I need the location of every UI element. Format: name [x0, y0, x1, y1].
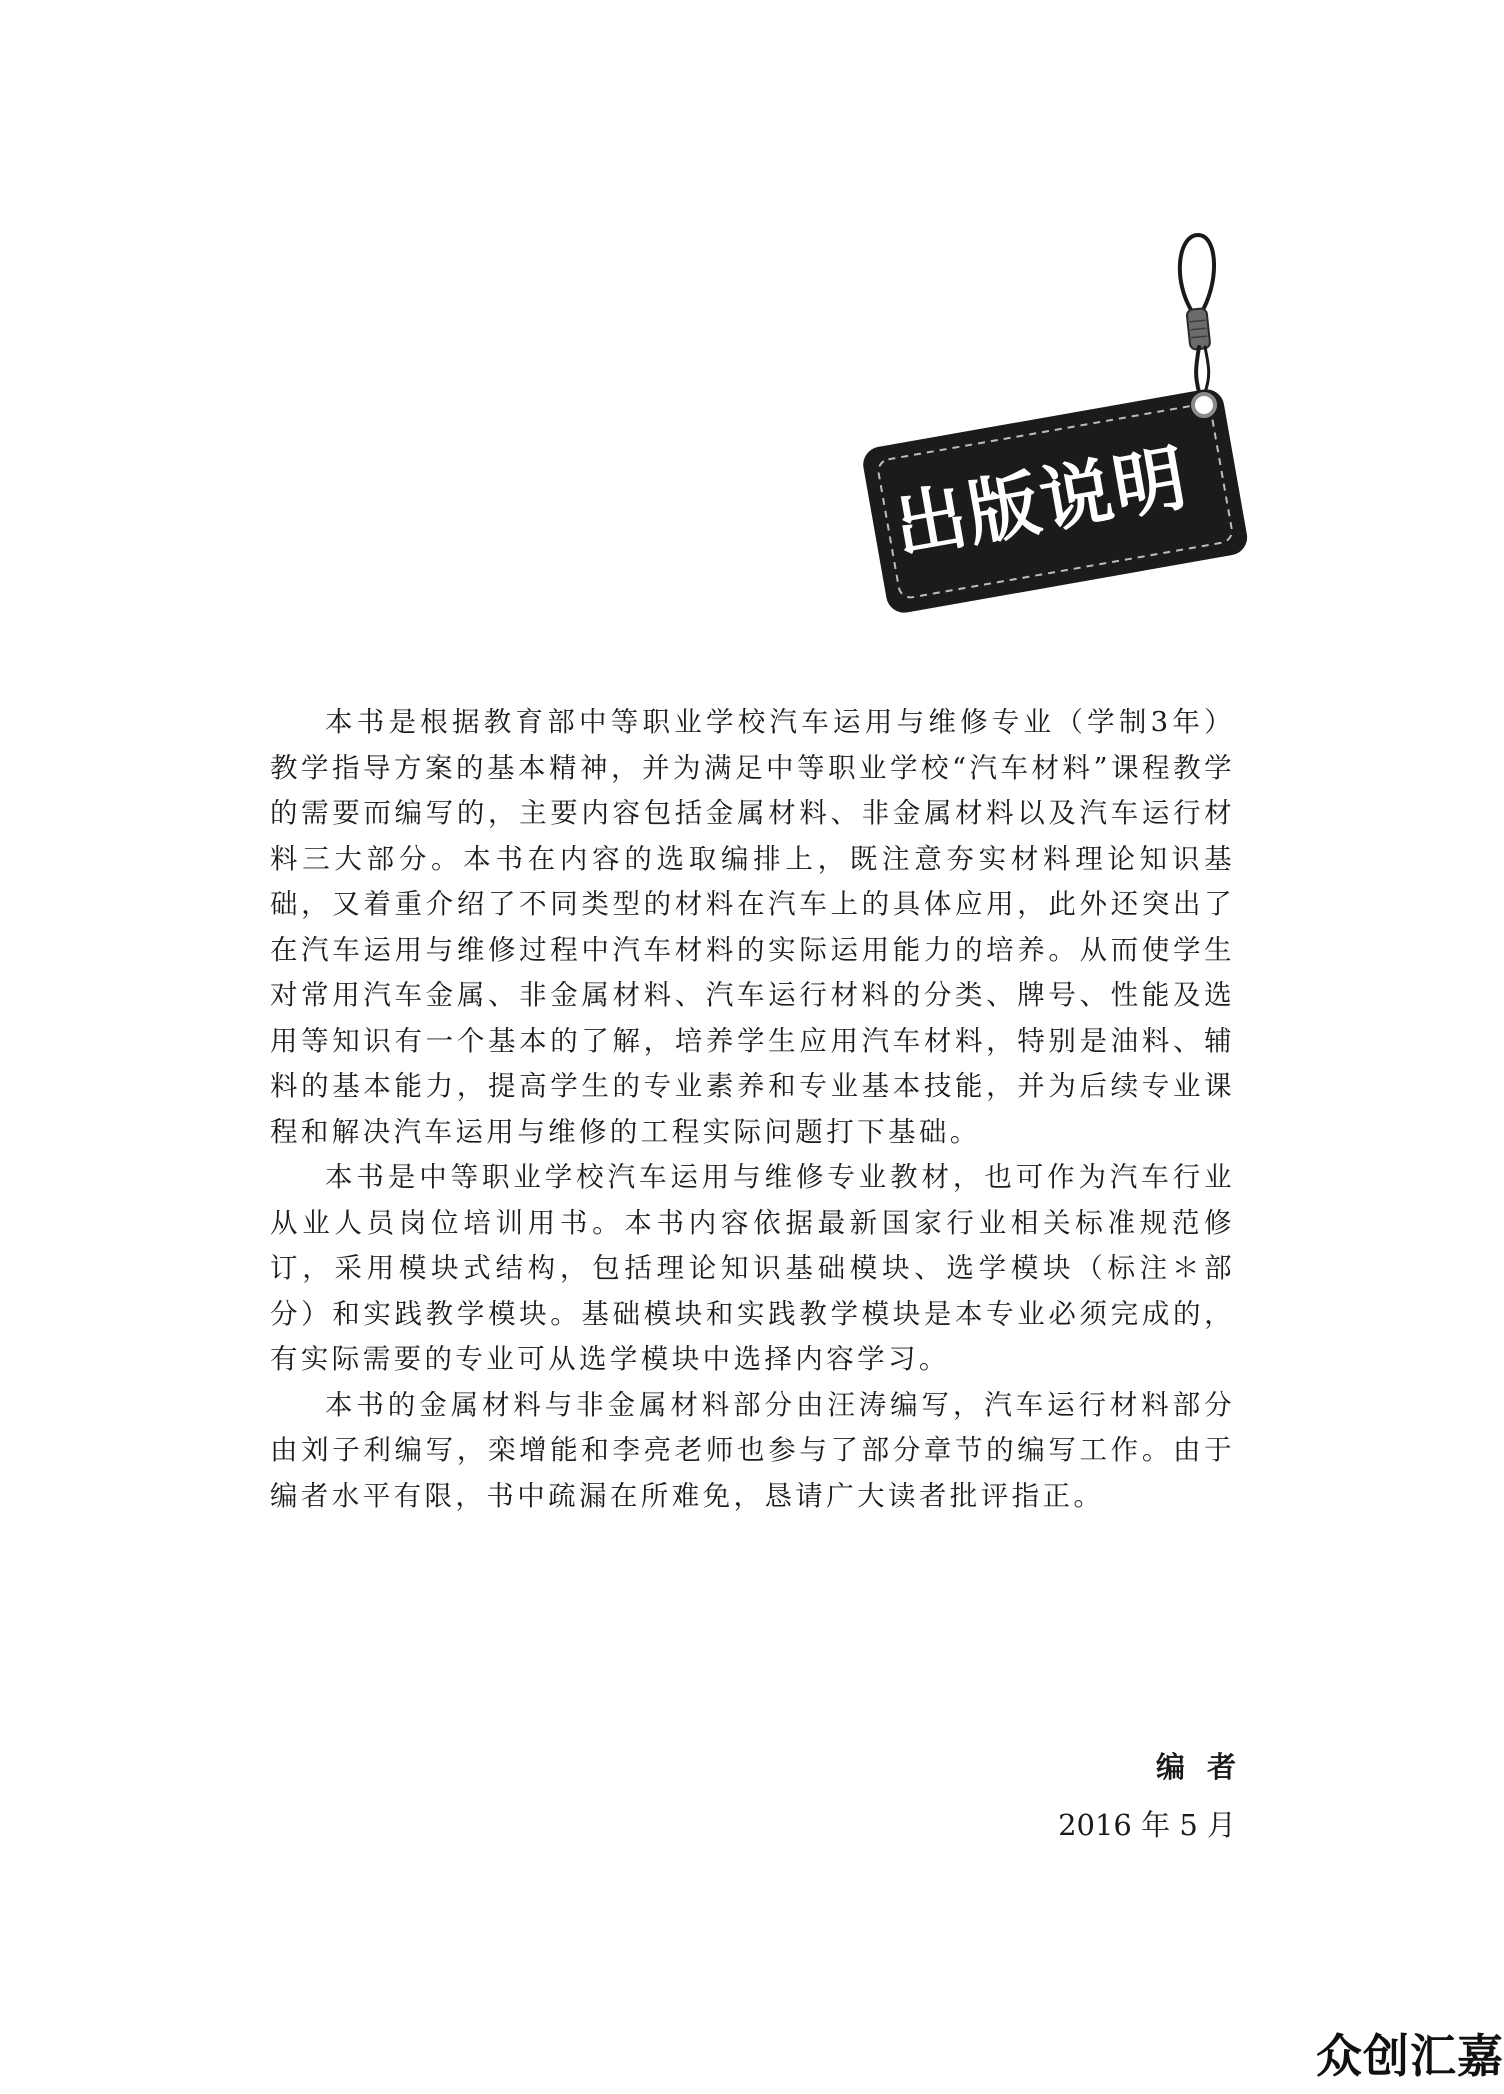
watermark-logo: 众创汇嘉 [1316, 2029, 1504, 2083]
paragraph-2: 本书是中等职业学校汽车运用与维修专业教材，也可作为汽车行业从业人员岗位培训用书。本书内容依据最新国家行业相关标准规范修订，采用模块式结构，包括理论知识基础模块、选学模块（标注＊部分）和实践教学模块。基础模块和实践教学模块是本专业必须完成的，有实际需要的专业可从选学模块中选择内容学习。 [270, 1161, 1235, 1375]
author-label: 编者 [1155, 1750, 1258, 1784]
page-title: 出版说明 [887, 434, 1195, 570]
preface-body [270, 700, 1235, 1519]
paragraph-1: 本书是根据教育部中等职业学校汽车运用与维修专业（学制3年）教学指导方案的基本精神，并为满足中等职业学校“汽车材料”课程教学的需要而编写的，主要内容包括金属材料、非金属材料以及汽车运行材料三大部分。本书在内容的选取编排上，既注意夯实材料理论知识基础，又着重介绍了不同类型的材料在汽车上的具体应用，此外还突出了在汽车运用与维修过程中汽车材料的实际运用能力的培养。从而使学生对常用汽车金属、非金属材料、汽车运行材料的分类、牌号、性能及选用等知识有一个基本的了解，培养学生应用汽车材料，特别是油料、辅料的基本能力，提高学生的专业素养和专业基本技能，并为后续专业课程和解决汽车运用与维修的工程实际问题打下基础。 [270, 706, 1235, 1148]
tag-cord [1196, 347, 1200, 395]
tag-cord-loop [1180, 235, 1214, 315]
paragraph-3: 本书的金属材料与非金属材料部分由汪涛编写，汽车运行材料部分由刘子利编写，栾增能和李亮老师也参与了部分章节的编写工作。由于编者水平有限，书中疏漏在所难免，恳请广大读者批评指正。 [270, 1388, 1235, 1512]
signature-date: 2016 年 5 月 [1058, 1808, 1236, 1842]
signature-block [1058, 1738, 1258, 1854]
tag-cord-clamp [1186, 308, 1210, 350]
